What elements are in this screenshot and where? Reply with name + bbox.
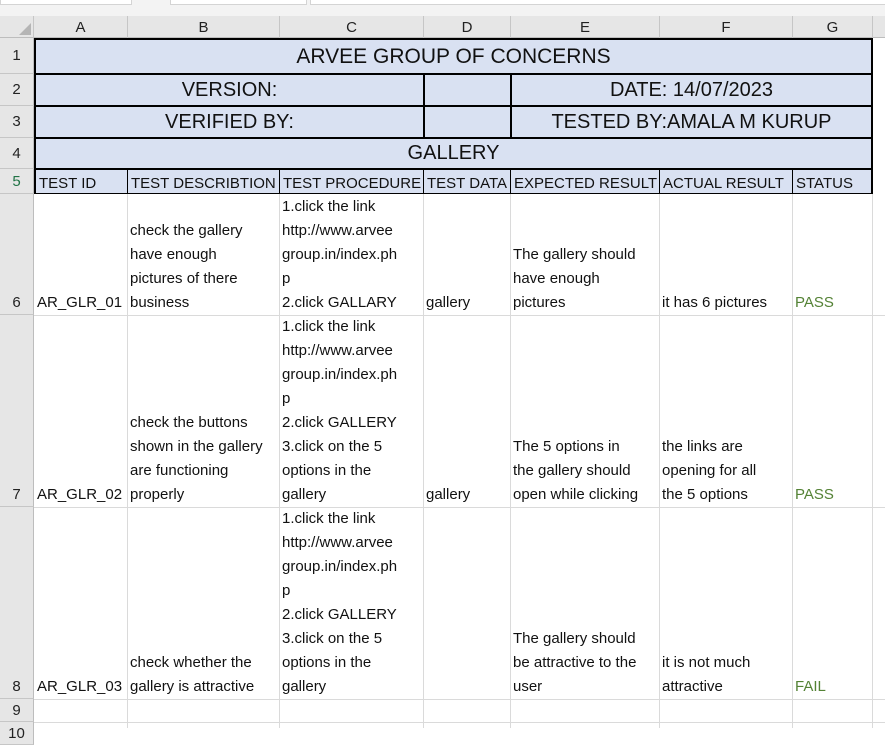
cell-line: it is not much (662, 654, 751, 671)
cell-line: the gallery should (513, 462, 631, 479)
cell-text: gallery (426, 294, 471, 311)
header-test-procedure[interactable]: TEST PROCEDURE (279, 169, 424, 194)
column-header-f[interactable]: F (660, 16, 793, 38)
cell-line: pictures of there (130, 270, 238, 287)
verified-by-cell[interactable]: VERIFIED BY: (34, 105, 425, 139)
cell-line: 3.click on the 5 (282, 630, 383, 647)
cell-line: http://www.arvee (282, 534, 393, 551)
header-status[interactable]: STATUS (792, 169, 873, 194)
cell-line: http://www.arvee (282, 342, 393, 359)
description-cell[interactable] (127, 194, 279, 315)
cell-line: The gallery should (513, 246, 636, 263)
status-cell[interactable] (792, 194, 872, 315)
cell-line: 1.click the link (282, 510, 376, 527)
cell-line: The gallery should (513, 630, 636, 647)
test-id-cell[interactable] (34, 194, 127, 315)
expected-result-cell[interactable] (510, 315, 659, 507)
test-data-cell[interactable] (423, 194, 510, 315)
cell-line: 2.click GALLARY (282, 294, 397, 311)
cell-line: open while clicking (513, 486, 639, 503)
cell-line: 2.click GALLERY (282, 606, 397, 623)
cell-line: shown in the gallery (130, 438, 263, 455)
cell-line: 1.click the link (282, 198, 376, 215)
row-header-3[interactable]: 3 (0, 106, 34, 138)
cell-line: business (130, 294, 190, 311)
cell-text: AR_GLR_01 (37, 294, 123, 311)
cell-line: The 5 options in (513, 438, 620, 455)
cell-line: check the buttons (130, 414, 248, 431)
cell-line: options in the (282, 462, 372, 479)
test-data-cell[interactable] (423, 315, 510, 507)
cell-line: check whether the (130, 654, 252, 671)
cell-line: group.in/index.ph (282, 246, 398, 263)
select-all-button[interactable] (0, 16, 34, 38)
header-test-id[interactable]: TEST ID (34, 169, 128, 194)
column-header-g[interactable]: G (793, 16, 873, 38)
row-header-2[interactable]: 2 (0, 74, 34, 106)
actual-result-cell[interactable] (659, 315, 792, 507)
cell-line: the 5 options (662, 486, 748, 503)
row-header-1[interactable]: 1 (0, 38, 34, 74)
cell-line: have enough (130, 246, 217, 263)
header-test-description[interactable]: TEST DESCRIBTION (127, 169, 280, 194)
cell-line: properly (130, 486, 185, 503)
test-id-cell[interactable] (34, 315, 127, 507)
row-header-6[interactable]: 6 (0, 194, 34, 315)
cell-text: gallery (426, 486, 471, 503)
select-all-icon (19, 23, 31, 35)
test-data-cell[interactable] (423, 507, 510, 699)
cell-line: group.in/index.ph (282, 366, 398, 383)
version-cell[interactable]: VERSION: (34, 73, 425, 107)
cell-line: 1.click the link (282, 318, 376, 335)
cell-line: attractive (662, 678, 723, 695)
formula-bar-edge (170, 0, 307, 5)
row-header-9[interactable]: 9 (0, 699, 34, 722)
cell-line: group.in/index.ph (282, 558, 398, 575)
row-header-8[interactable]: 8 (0, 507, 34, 699)
status-cell[interactable] (792, 507, 872, 699)
row-header-10[interactable]: 10 (0, 722, 34, 745)
formula-input-edge (310, 0, 885, 5)
procedure-cell[interactable] (279, 507, 423, 699)
cell-line: it has 6 pictures (662, 294, 768, 311)
date-cell[interactable]: DATE: 14/07/2023 (510, 73, 873, 107)
description-cell[interactable] (127, 315, 279, 507)
test-id-cell[interactable] (34, 507, 127, 699)
row-header-5[interactable]: 5 (0, 169, 34, 194)
cell-line: opening for all (662, 462, 757, 479)
name-box-edge (0, 0, 132, 5)
column-header-c[interactable]: C (280, 16, 424, 38)
header-expected-result[interactable]: EXPECTED RESULT (510, 169, 660, 194)
cell-line: check the gallery (130, 222, 243, 239)
cell-line: be attractive to the (513, 654, 637, 671)
header-test-data[interactable]: TEST DATA (423, 169, 511, 194)
cell-line: gallery (282, 486, 327, 503)
cell-line: have enough (513, 270, 600, 287)
actual-result-cell[interactable] (659, 194, 792, 315)
cell-line: gallery (282, 678, 327, 695)
cell-line: p (282, 390, 291, 407)
expected-result-cell[interactable] (510, 194, 659, 315)
tested-by-cell[interactable]: TESTED BY:AMALA M KURUP (510, 105, 873, 139)
cell-line: 2.click GALLERY (282, 414, 397, 431)
cell-line: options in the (282, 654, 372, 671)
status-text: PASS (795, 486, 834, 503)
column-header-d[interactable]: D (424, 16, 511, 38)
status-text: PASS (795, 294, 834, 311)
cell-line: http://www.arvee (282, 222, 393, 239)
status-cell[interactable] (792, 315, 872, 507)
procedure-cell[interactable] (279, 315, 423, 507)
verified-value-cell[interactable] (423, 105, 512, 139)
cell-line: gallery is attractive (130, 678, 255, 695)
procedure-cell[interactable] (279, 194, 423, 315)
section-cell[interactable]: GALLERY (34, 137, 873, 170)
status-text: FAIL (795, 678, 826, 695)
cell-grid[interactable] (34, 38, 885, 728)
cell-line: p (282, 270, 291, 287)
row-header-4[interactable]: 4 (0, 138, 34, 169)
column-header-b[interactable]: B (128, 16, 280, 38)
cell-text: AR_GLR_02 (37, 486, 123, 503)
title-cell[interactable]: ARVEE GROUP OF CONCERNS (34, 38, 873, 75)
column-header-e[interactable]: E (511, 16, 660, 38)
expected-result-cell[interactable] (510, 507, 659, 699)
cell-line: 3.click on the 5 (282, 438, 383, 455)
cell-line: the links are (662, 438, 743, 455)
row-header-7[interactable]: 7 (0, 315, 34, 507)
cell-line: pictures (513, 294, 566, 311)
actual-result-cell[interactable] (659, 507, 792, 699)
column-header-a[interactable]: A (34, 16, 128, 38)
header-actual-result[interactable]: ACTUAL RESULT (659, 169, 793, 194)
cell-line: user (513, 678, 543, 695)
version-value-cell[interactable] (423, 73, 512, 107)
cell-text: AR_GLR_03 (37, 678, 123, 695)
cell-line: p (282, 582, 291, 599)
description-cell[interactable] (127, 507, 279, 699)
cell-line: are functioning (130, 462, 229, 479)
